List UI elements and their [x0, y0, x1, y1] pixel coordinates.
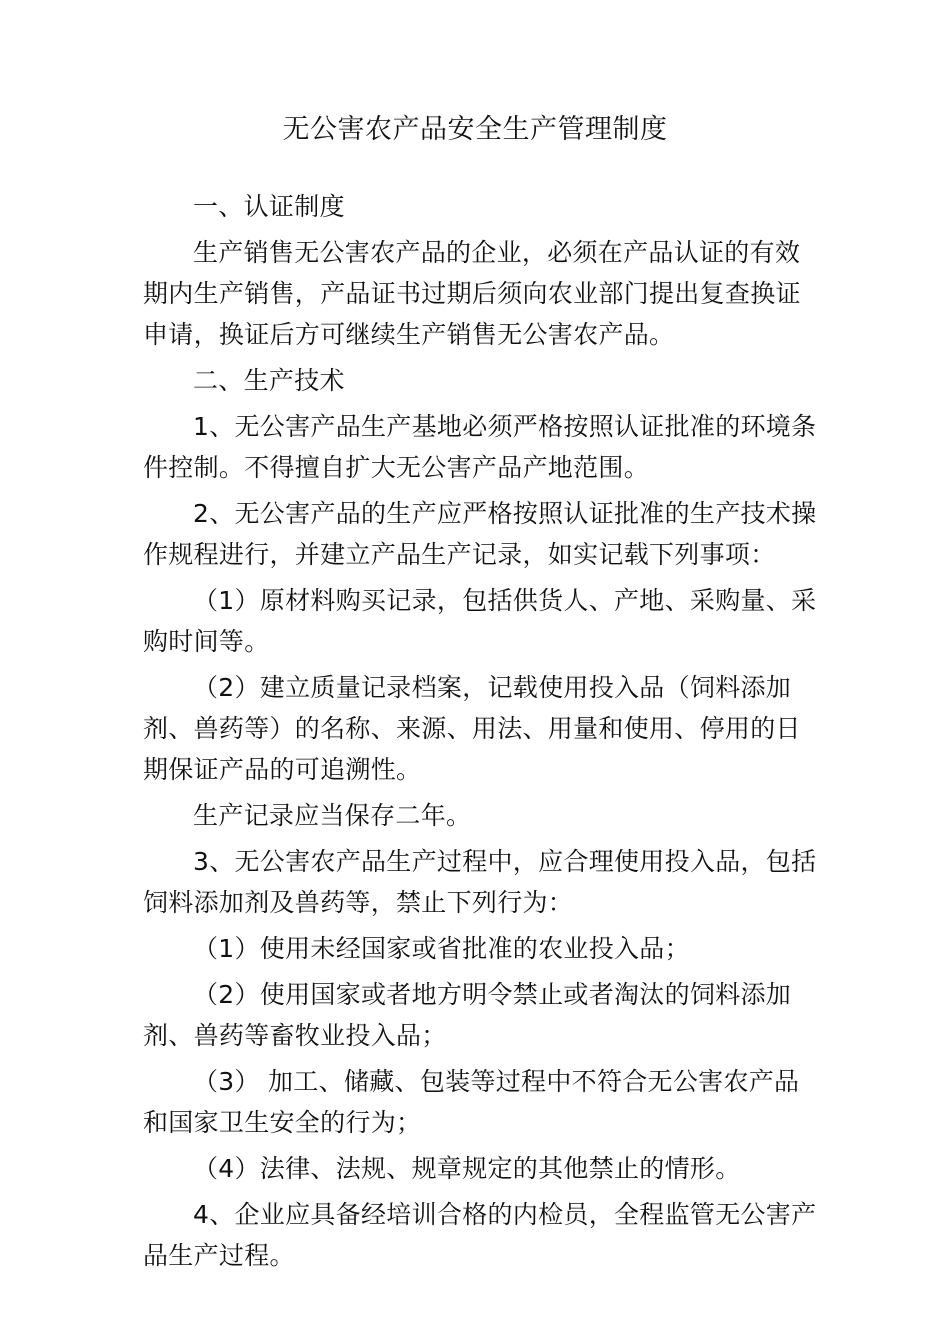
- paragraph-item-3: 3、无公害农产品生产过程中，应合理使用投入品，包括饲料添加剂及兽药等，禁止下列行为：: [143, 847, 817, 917]
- paragraph-subitem-3-2: （2）使用国家或者地方明令禁止或者淘汰的饲料添加剂、兽药等畜牧业投入品；: [143, 980, 792, 1050]
- paragraph-item-4: 4、企业应具备经培训合格的内检员，全程监管无公害产品生产过程。: [143, 1200, 817, 1270]
- paragraph-certification-rule: 生产销售无公害农产品的企业，必须在产品认证的有效期内生产销售，产品证书过期后须向农业部门提出复查换证申请，换证后方可继续生产销售无公害农产品。: [143, 238, 801, 349]
- paragraph-subitem-3-4: （4）法律、法规、规章规定的其他禁止的情形。: [193, 1154, 741, 1183]
- document-title: 无公害农产品安全生产管理制度: [282, 114, 668, 145]
- paragraph-subitem-2-2: （2）建立质量记录档案，记载使用投入品（饲料添加剂、兽药等）的名称、来源、用法、用量和使用、停用的日期保证产品的可追溯性。: [143, 673, 801, 784]
- section-heading-certification: 一、认证制度: [193, 192, 345, 221]
- document-body: [143, 186, 818, 1281]
- paragraph-subitem-3-3: （3） 加工、储藏、包装等过程中不符合无公害农产品和国家卫生安全的行为；: [143, 1067, 800, 1137]
- paragraph-record-retention: 生产记录应当保存二年。: [193, 801, 472, 830]
- paragraph-item-2: 2、无公害产品的生产应严格按照认证批准的生产技术操作规程进行，并建立产品生产记录，如实记载下列事项：: [143, 499, 817, 569]
- paragraph-subitem-3-1: （1）使用未经国家或省批准的农业投入品；: [193, 934, 690, 963]
- paragraph-item-1: 1、无公害产品生产基地必须严格按照认证批准的环境条件控制。不得擅自扩大无公害产品产地范围。: [143, 412, 817, 482]
- paragraph-subitem-2-1: （1）原材料购买记录，包括供货人、产地、采购量、采购时间等。: [143, 586, 817, 656]
- section-heading-production-technology: 二、生产技术: [193, 366, 345, 395]
